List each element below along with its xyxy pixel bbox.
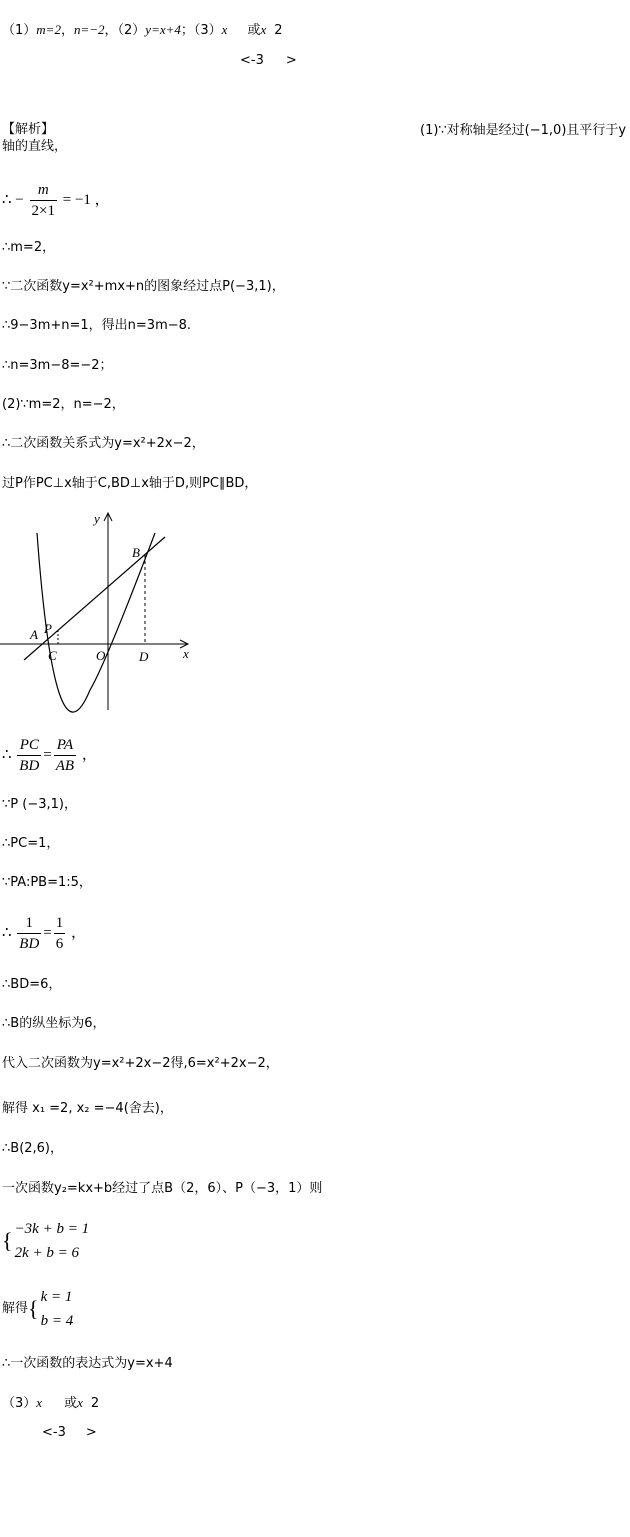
answer-lt3: <-3 [240, 53, 264, 68]
step-n: ∴n=3m−8=−2； [2, 358, 113, 373]
analysis-part1-cont: 轴的直线， [2, 139, 68, 154]
label-O: O [96, 648, 106, 663]
equation-ratio: ∴ $\frac{PC}{BD}$ = $\frac{PA}{AB}$ ， [2, 737, 97, 774]
fraction-numerator: 1 [17, 913, 41, 934]
final-or: 或 [64, 1396, 78, 1411]
linear-function-line [24, 537, 165, 660]
answer-n: n=−2 [73, 22, 105, 37]
step-relation: ∴二次函数关系式为y=x²+2x−2， [2, 436, 205, 451]
equation-prefix: ∴ − [2, 191, 24, 208]
brace-group [2, 1217, 89, 1265]
brace-group [2, 1285, 73, 1333]
fraction-numerator: PA [54, 735, 76, 756]
answer-sep: ， [60, 23, 74, 38]
step-bd: ∴BD=6， [2, 977, 62, 992]
label-P: P [44, 621, 52, 636]
answer-gt: > [285, 53, 297, 68]
final-gt: > [85, 1425, 97, 1440]
answer-line-2 [240, 53, 297, 69]
step-linear: 一次函数y₂=kx+b经过了点B（2，6）、P（−3，1）则 [2, 1181, 323, 1196]
answer-line [2, 22, 283, 39]
fraction-denominator: 2×1 [31, 203, 55, 219]
answer-function: y=x+4 [145, 22, 181, 37]
fraction-denominator: AB [55, 758, 75, 774]
brace-symbol: { [28, 1296, 39, 1321]
final-lt3: <-3 [42, 1425, 66, 1440]
fraction-denominator: BD [19, 936, 40, 952]
step-m2: ∴m=2， [2, 240, 56, 255]
system-equation: 2k + b = 6 [14, 1245, 79, 1261]
step-substitute: 代入二次函数为y=x²+2x−2得,6=x²+2x−2， [2, 1056, 279, 1071]
final-line [2, 1395, 99, 1412]
final-x: x [77, 1395, 83, 1410]
fraction-numerator: 1 [54, 913, 66, 934]
step-p: ∵P (−3,1)， [2, 797, 77, 812]
label-D: D [139, 649, 149, 664]
analysis-title: 【解析】 [2, 122, 55, 137]
label-x: x [183, 646, 189, 661]
label-B: B [132, 545, 140, 560]
answer-sep: ，（2） [104, 23, 146, 38]
final-x: x [36, 1395, 43, 1410]
label-C: C [48, 648, 57, 663]
final-two: 2 [90, 1396, 100, 1411]
equation-suffix: ， [81, 746, 97, 763]
analysis-part1-right: (1)∵对称轴是经过(−1,0)且平行于y [420, 123, 627, 138]
fraction [54, 735, 76, 776]
step-B: ∴B(2,6)， [2, 1141, 64, 1156]
system-1 [2, 1217, 89, 1265]
fraction-numerator: PC [17, 735, 41, 756]
fraction [54, 913, 66, 954]
final-prefix: （3） [2, 1396, 37, 1411]
system-equations [15, 1217, 90, 1265]
answer-or: 或 [247, 23, 261, 38]
equation-bd: ∴ $\frac{1}{BD}$ = $\frac{1}{6}$ ， [2, 915, 87, 952]
equation-suffix: ， [71, 924, 87, 941]
step-perpendicular: 过P作PC⊥x轴于C,BD⊥x轴于D,则PC∥BD， [2, 476, 258, 491]
fraction [30, 180, 57, 221]
label-y: y [94, 511, 100, 526]
system-equation: b = 4 [40, 1313, 74, 1329]
brace-symbol: { [2, 1228, 13, 1253]
system-equations [41, 1285, 74, 1333]
function-graph [0, 505, 200, 715]
system-prefix: 解得 [2, 1301, 29, 1316]
step-b6: ∴B的纵坐标为6， [2, 1016, 106, 1031]
answer-x: x [260, 22, 267, 37]
fraction-numerator: m [30, 180, 57, 201]
system-equation: −3k + b = 1 [14, 1221, 90, 1237]
answer-part1-prefix: （1） [2, 23, 37, 38]
step-solve: 解得 x₁ =2, x₂ =−4(舍去)， [2, 1101, 173, 1116]
final-line-2 [42, 1425, 97, 1441]
fraction [17, 735, 41, 776]
answer-x: x [221, 22, 228, 37]
answer-two: 2 [274, 23, 283, 38]
equation-rhs: = −1 ， [62, 191, 110, 208]
label-A: A [30, 627, 38, 642]
fraction-denominator: 6 [55, 936, 64, 952]
answer-m: m=2 [36, 22, 61, 37]
fraction-denominator: BD [19, 758, 40, 774]
step-papb: ∵PA:PB=1:5， [2, 875, 92, 890]
equation-axis [2, 180, 110, 221]
system-2 [2, 1285, 73, 1333]
equation-prefix: ∴ [2, 746, 12, 763]
fraction [17, 913, 41, 954]
step-part2: (2)∵m=2，n=−2， [2, 397, 125, 412]
system-equation: k = 1 [40, 1289, 73, 1305]
answer-sep: ；（3） [180, 23, 222, 38]
step-pc: ∴PC=1， [2, 836, 60, 851]
step-expression: ∴一次函数的表达式为y=x+4 [2, 1356, 173, 1371]
step-graph: ∵二次函数y=x²+mx+n的图象经过点P(−3,1)， [2, 279, 285, 294]
equation-prefix: ∴ [2, 924, 12, 941]
step-9: ∴9−3m+n=1，得出n=3m−8. [2, 318, 192, 333]
